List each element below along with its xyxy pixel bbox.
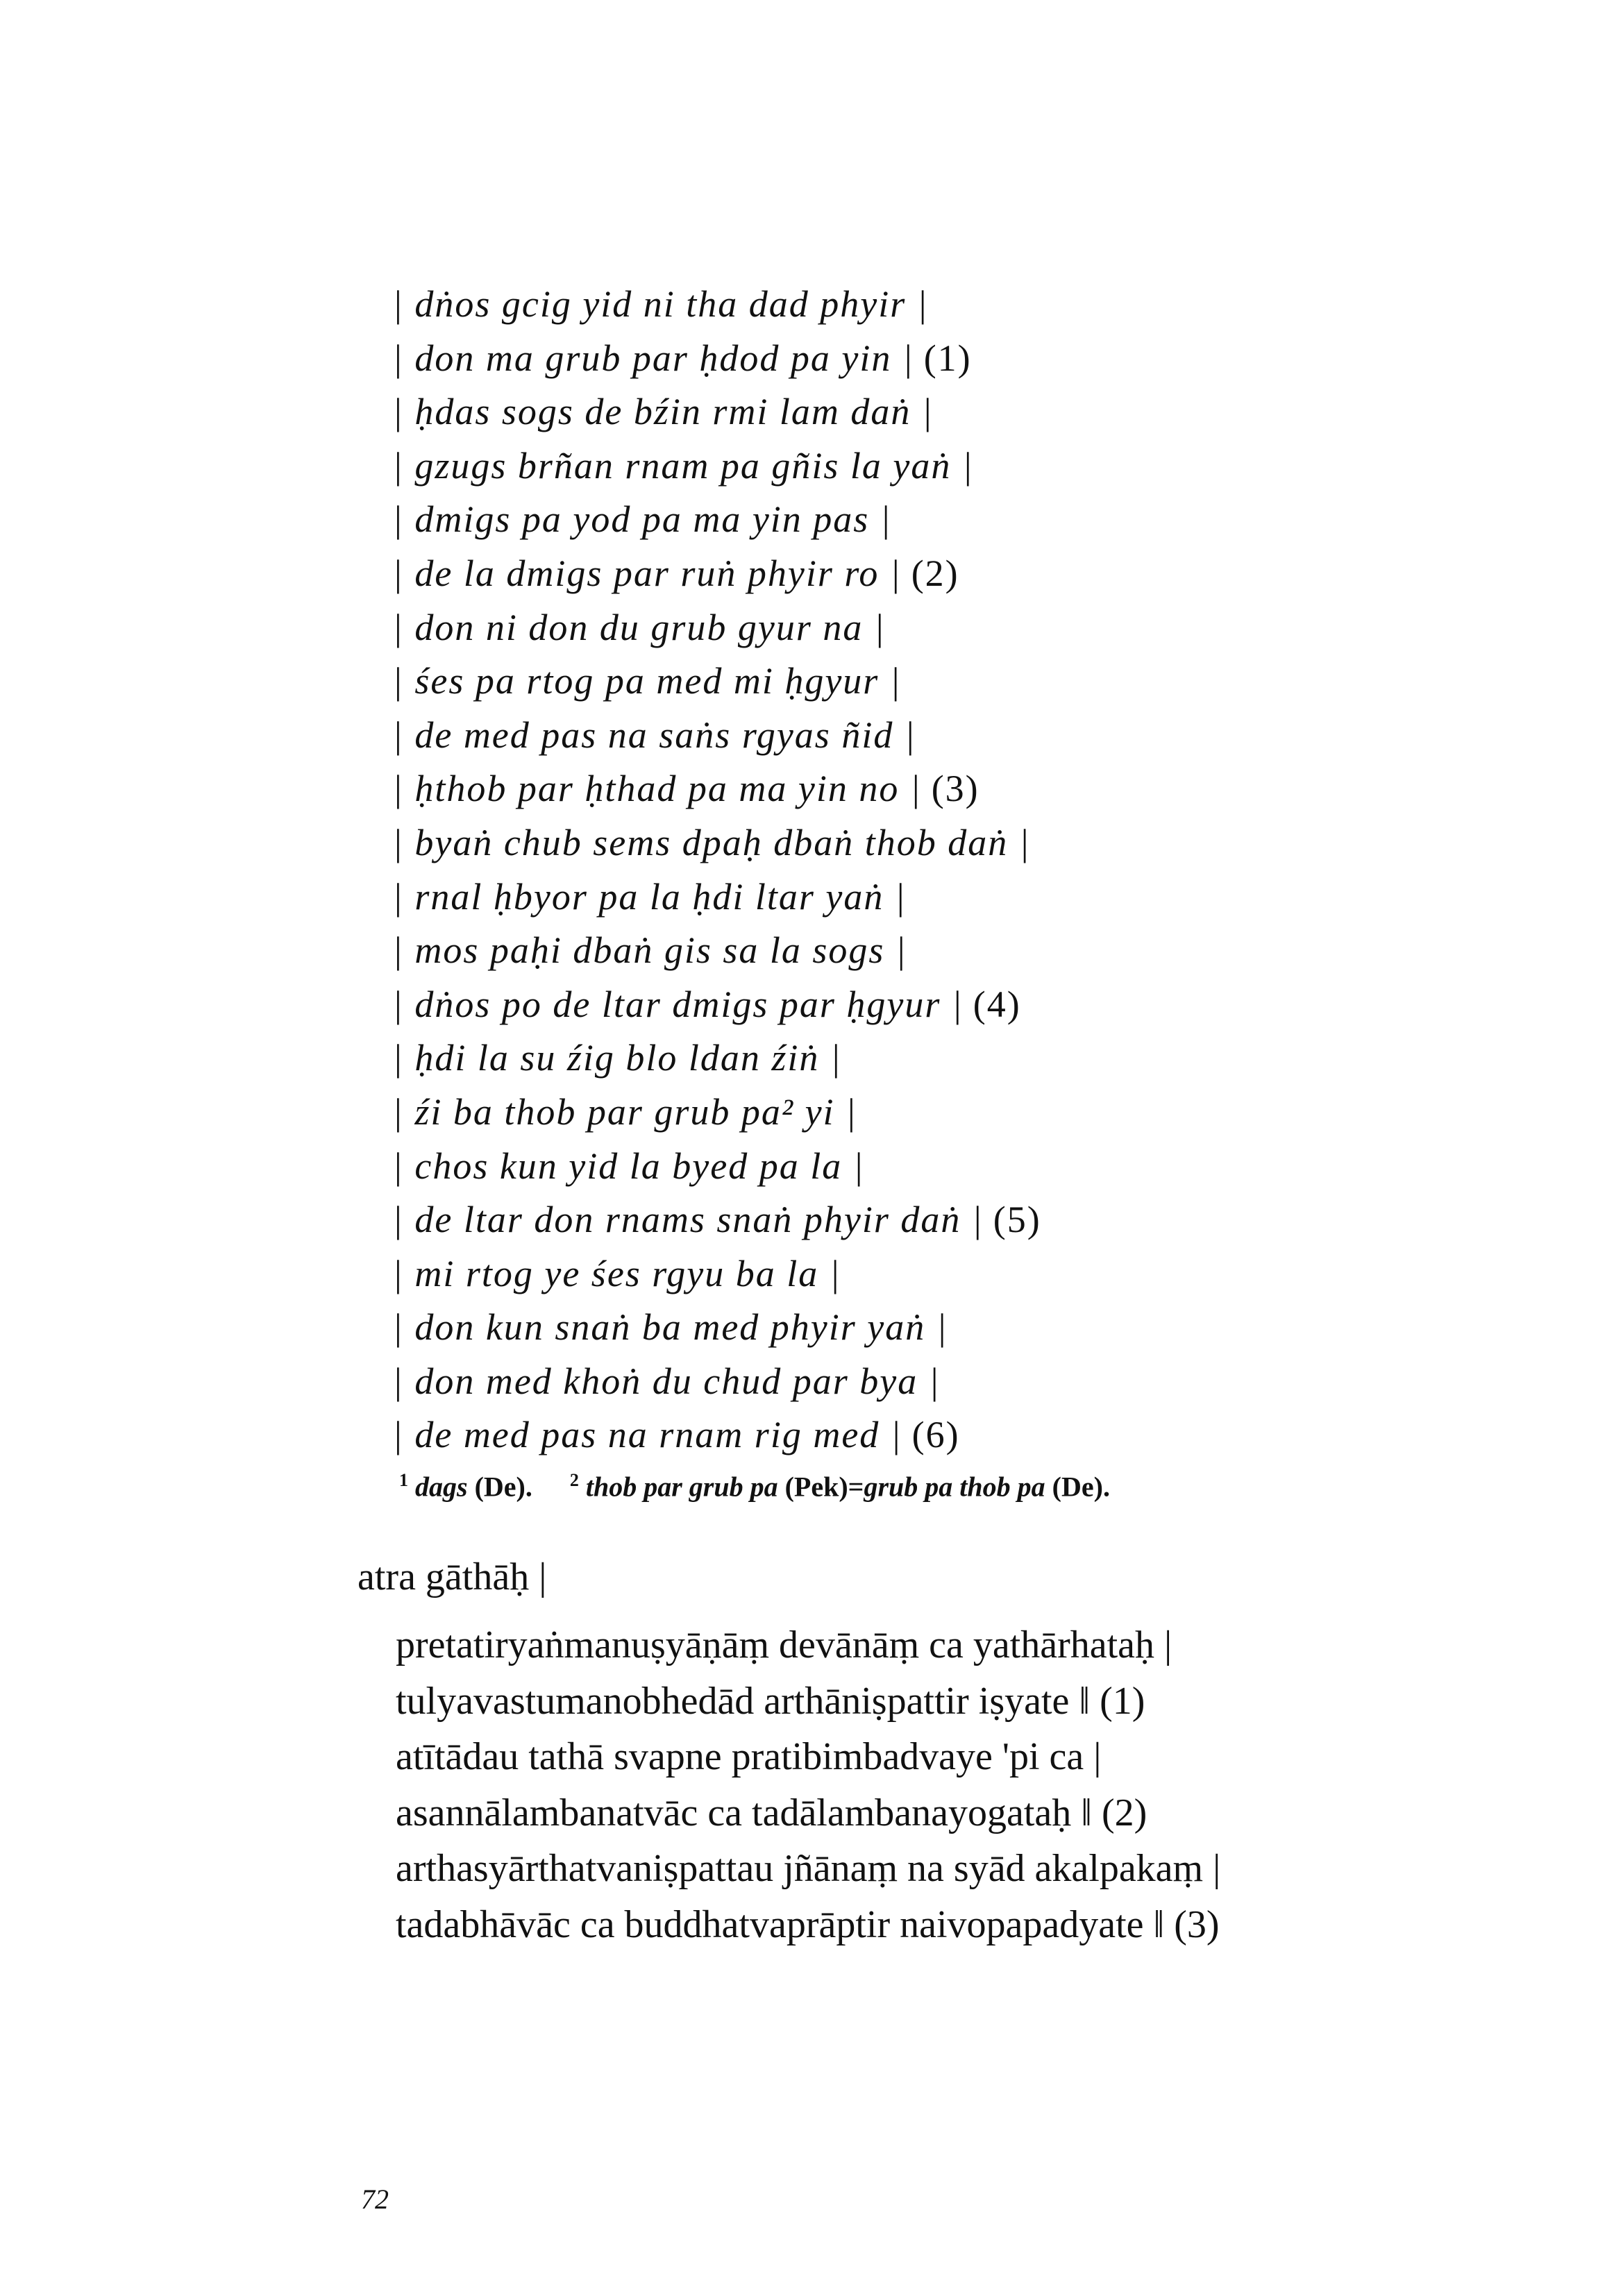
- tibetan-verse-text: | mi rtog ye śes rgyu ba la |: [392, 1252, 841, 1294]
- tibetan-verse-line: [392, 385, 1041, 439]
- tibetan-verse-text: | rnal ḥbyor pa la ḥdi ltar yaṅ |: [392, 875, 907, 918]
- footnote-2-source-b: (De).: [1052, 1471, 1110, 1503]
- verse-number: (1): [923, 337, 972, 379]
- footnotes: [399, 1470, 1110, 1503]
- verse-number: (3): [931, 768, 979, 810]
- sanskrit-verse-line: asannālambanatvāc ca tadālambanayogataḥ ‖ (2): [396, 1791, 1147, 1834]
- tibetan-verse-text: | ḥdi la su źig blo ldan źiṅ |: [392, 1037, 842, 1079]
- sanskrit-verse-block: [396, 1617, 1220, 1952]
- tibetan-verse-line: [392, 1193, 1041, 1247]
- footnote-1-reading: dags: [415, 1471, 468, 1503]
- tibetan-verse-line: [392, 1086, 1041, 1140]
- tibetan-verse-text: | dmigs pa yod pa ma yin pas |: [392, 498, 892, 541]
- tibetan-verse-line: [392, 870, 1041, 925]
- tibetan-verse-text: | don ma grub par ḥdod pa yin |: [392, 337, 914, 379]
- tibetan-verse-line: [392, 762, 1041, 816]
- tibetan-verse-text: | don kun snaṅ ba med phyir yaṅ |: [392, 1306, 948, 1349]
- footnote-2-marker: 2: [569, 1470, 579, 1490]
- sanskrit-verse-line: tulyavastumanobhedād arthāniṣpattir iṣyate ‖ (1): [396, 1679, 1145, 1723]
- tibetan-verse-text: | de med pas na saṅs rgyas ñid |: [392, 714, 916, 756]
- sanskrit-verse-line: tadabhāvāc ca buddhatvaprāptir naivopapadyate ‖ (3): [396, 1902, 1220, 1946]
- footnote-1-source: (De).: [474, 1471, 532, 1503]
- tibetan-verse-text: | śes pa rtog pa med mi ḥgyur |: [392, 660, 902, 702]
- tibetan-verse-line: [392, 278, 1041, 332]
- tibetan-verse-text: | byaṅ chub sems dpaḥ dbaṅ thob daṅ |: [392, 821, 1031, 863]
- tibetan-verse-line: [392, 439, 1041, 493]
- tibetan-verse-line: [392, 1140, 1041, 1194]
- tibetan-verse-text: | de ltar don rnams snaṅ phyir daṅ |: [392, 1199, 984, 1241]
- tibetan-verse-text: | chos kun yid la byed pa la |: [392, 1145, 865, 1187]
- tibetan-verse-text: | gzugs brñan rnam pa gñis la yaṅ |: [392, 444, 974, 487]
- tibetan-verse-text: | don med khoṅ du chud par bya |: [392, 1360, 941, 1402]
- tibetan-verse-text: | de la dmigs par ruṅ phyir ro |: [392, 552, 902, 594]
- tibetan-verse-line: [392, 1031, 1041, 1086]
- tibetan-verse-text: | dṅos po de ltar dmigs par ḥgyur |: [392, 983, 964, 1025]
- tibetan-verse-line: [392, 332, 1041, 386]
- footnote-1-marker: 1: [399, 1470, 408, 1490]
- verse-number: (5): [993, 1199, 1041, 1241]
- tibetan-verse-line: [392, 924, 1041, 978]
- tibetan-verse-text: | dṅos gcig yid ni tha dad phyir |: [392, 283, 929, 325]
- tibetan-verse-line: [392, 493, 1041, 547]
- tibetan-verse-text: | ḥthob par ḥthad pa ma yin no |: [392, 768, 922, 810]
- tibetan-verse-text: | don ni don du grub gyur na |: [392, 606, 886, 648]
- tibetan-verse-text: | ḥdas sogs de bźin rmi lam daṅ |: [392, 391, 934, 433]
- tibetan-verse-line: [392, 978, 1041, 1032]
- verse-number: (2): [911, 552, 959, 594]
- tibetan-verse-block: [392, 278, 1041, 1462]
- sanskrit-heading: atra gāthāḥ |: [358, 1555, 547, 1598]
- tibetan-verse-line: [392, 655, 1041, 709]
- verse-number: (6): [911, 1414, 960, 1456]
- tibetan-verse-line: [392, 547, 1041, 601]
- tibetan-verse-line: [392, 1355, 1041, 1409]
- tibetan-verse-text: | de med pas na rnam rig med |: [392, 1414, 902, 1456]
- tibetan-verse-text: | źi ba thob par grub pa² yi |: [392, 1090, 857, 1133]
- footnote-2-source-a: (Pek)=: [784, 1471, 864, 1503]
- verse-number: (4): [973, 983, 1021, 1025]
- sanskrit-verse-line: arthasyārthatvaniṣpattau jñānaṃ na syād akalpakaṃ |: [396, 1847, 1221, 1890]
- footnote-2-reading-b: grub pa thob pa: [864, 1471, 1045, 1503]
- tibetan-verse-line: [392, 1408, 1041, 1462]
- page-number: 72: [361, 2184, 389, 2215]
- footnote-2-reading-a: thob par grub pa: [585, 1471, 778, 1503]
- sanskrit-verse-line: atītādau tathā svapne pratibimbadvaye 'pi ca |: [396, 1735, 1102, 1778]
- tibetan-verse-line: [392, 1301, 1041, 1355]
- tibetan-verse-text: | mos paḥi dbaṅ gis sa la sogs |: [392, 929, 907, 972]
- tibetan-verse-line: [392, 709, 1041, 763]
- tibetan-verse-line: [392, 601, 1041, 655]
- tibetan-verse-line: [392, 816, 1041, 870]
- sanskrit-verse-line: pretatiryaṅmanuṣyāṇāṃ devānāṃ ca yathārhataḥ |: [396, 1623, 1172, 1666]
- tibetan-verse-line: [392, 1247, 1041, 1301]
